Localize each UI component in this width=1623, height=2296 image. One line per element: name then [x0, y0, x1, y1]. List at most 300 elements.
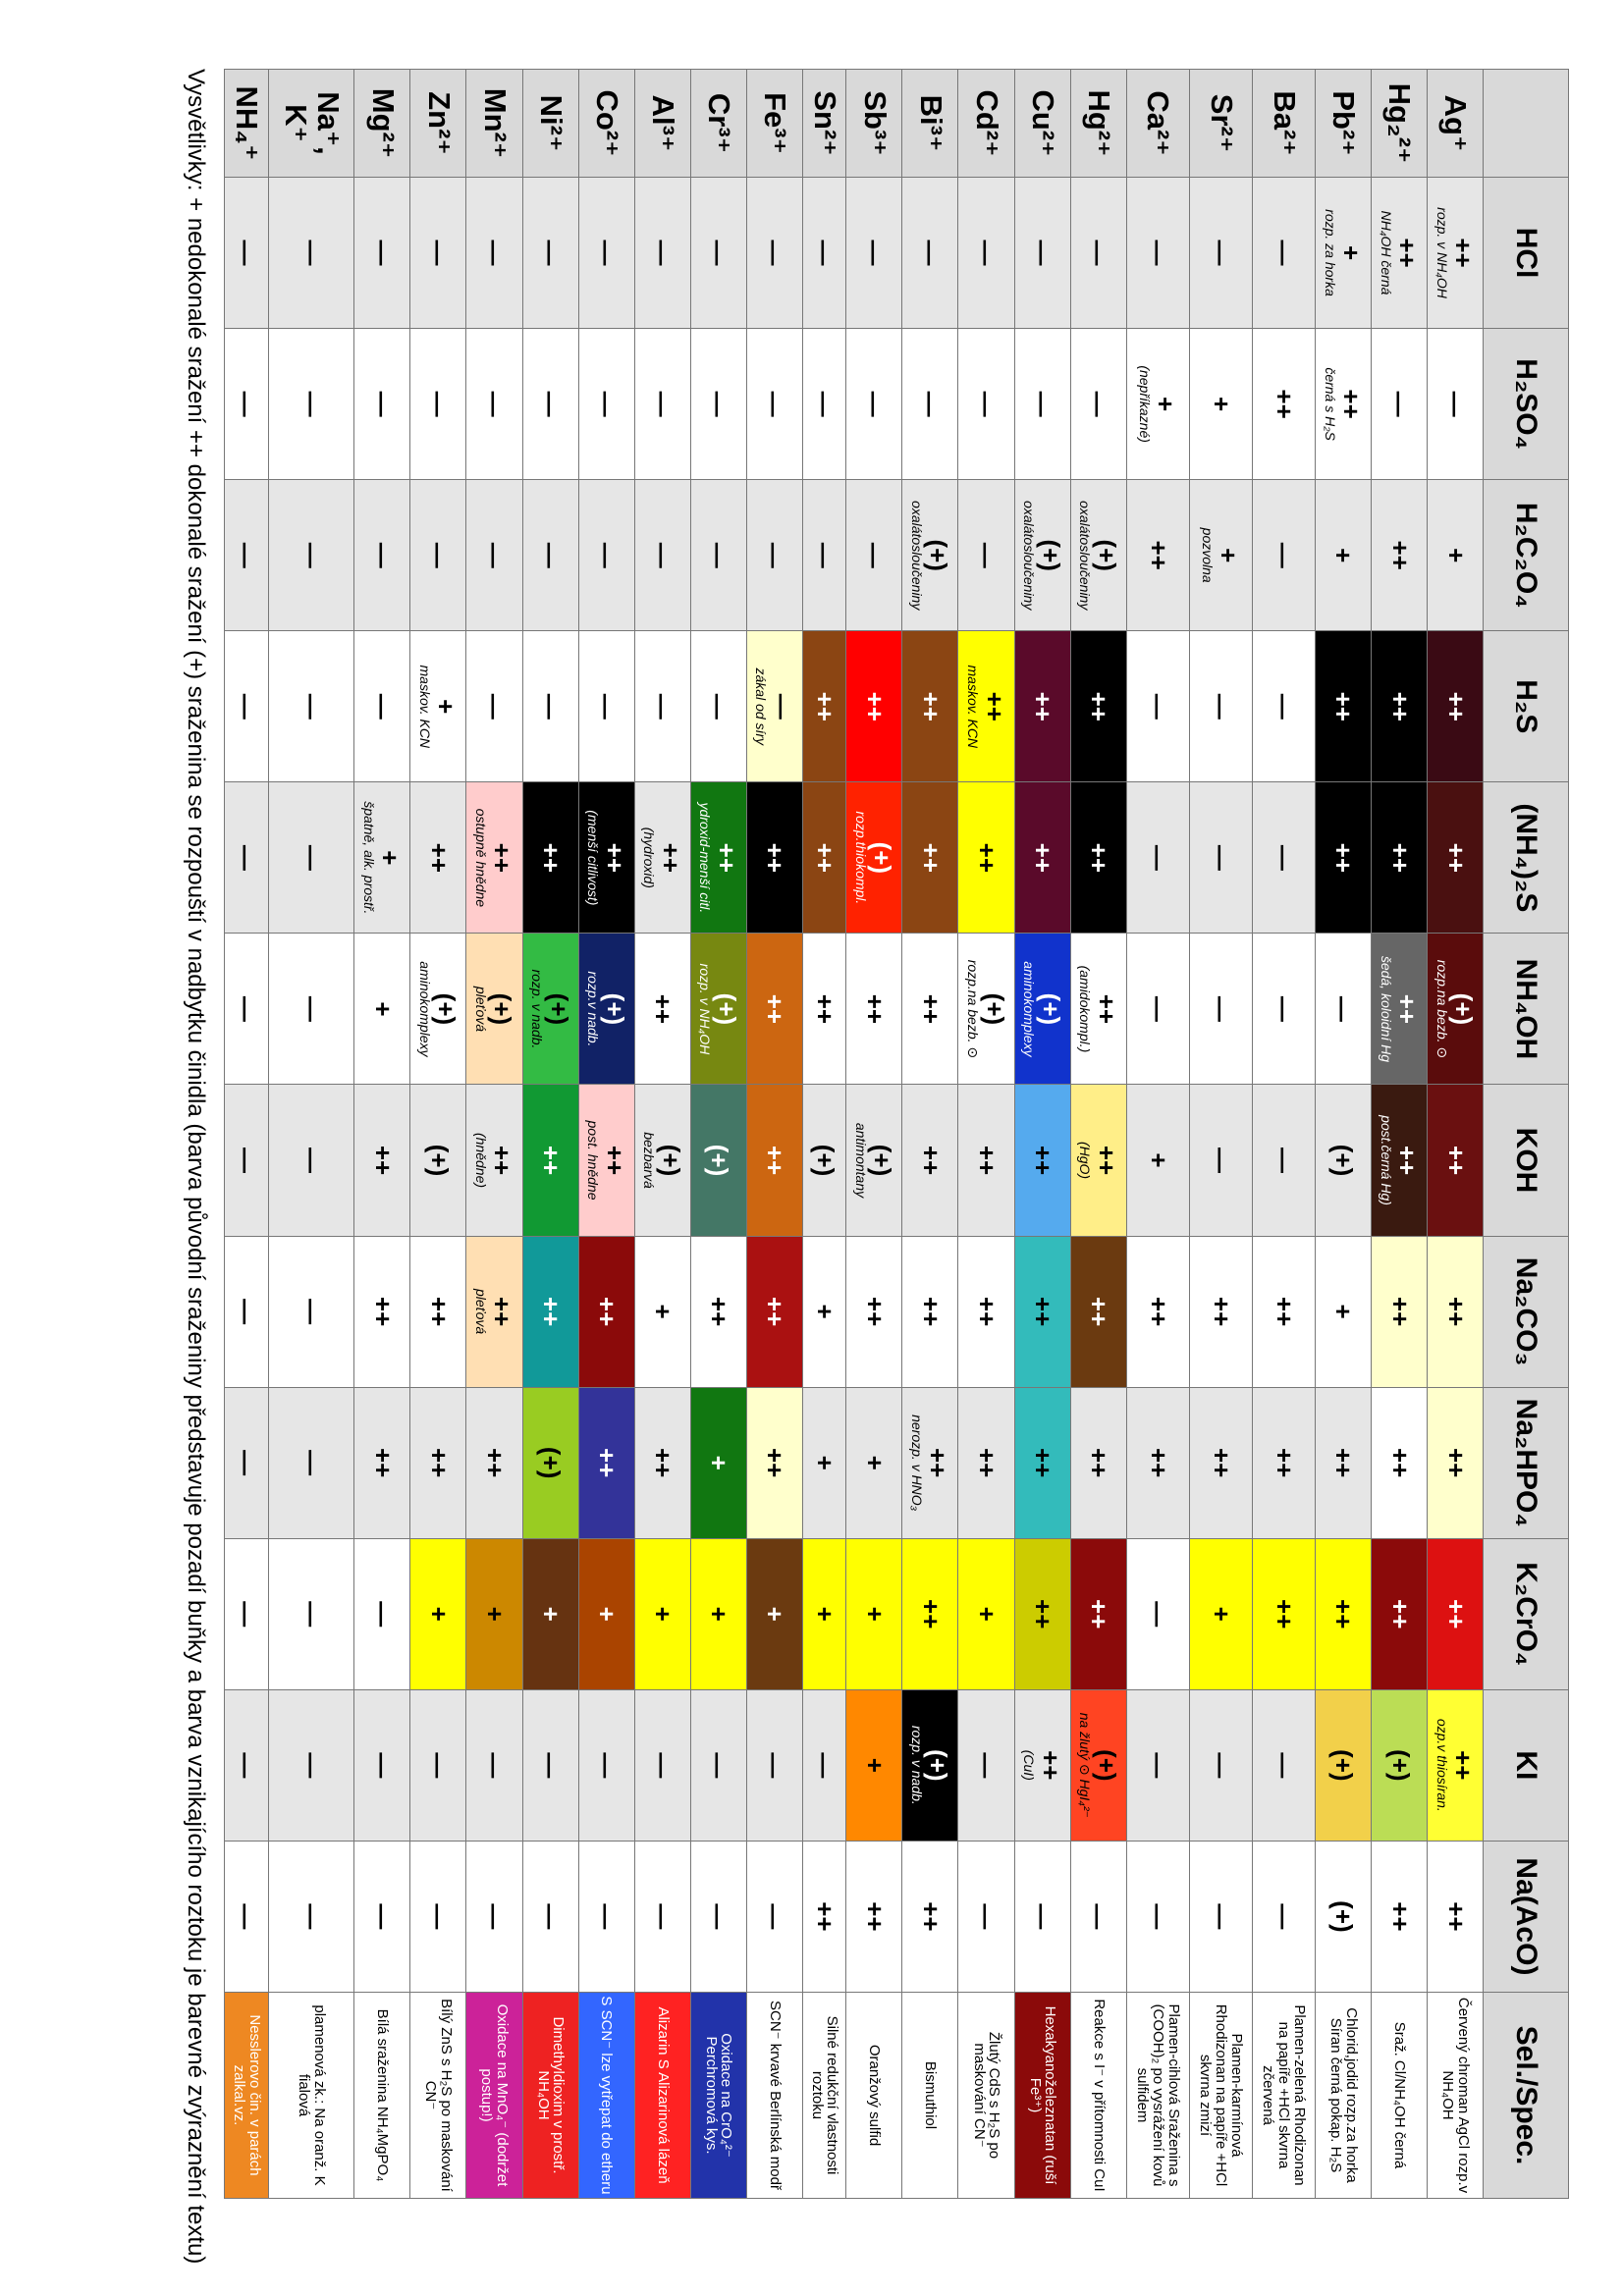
- reaction-cell: [1070, 1236, 1126, 1387]
- reaction-cell: [466, 329, 522, 480]
- reaction-symbol: —: [297, 1752, 327, 1779]
- reaction-symbol: ++: [487, 1145, 517, 1176]
- reaction-symbol: ++: [536, 1145, 567, 1176]
- reaction-symbol: —: [536, 1903, 567, 1930]
- reaction-symbol: —: [297, 844, 327, 871]
- reaction-symbol: —: [368, 693, 399, 720]
- reaction-cell: [1427, 1085, 1483, 1236]
- reaction-symbol: +: [704, 1455, 734, 1470]
- reaction-cell: [846, 1085, 902, 1236]
- reaction-cell: [1252, 1387, 1315, 1538]
- reaction-cell: [1252, 178, 1315, 329]
- reaction-cell: [902, 1841, 958, 1992]
- reaction-note: Oxidace na MnO₄⁻ (dodržet postup!): [478, 2003, 512, 2187]
- reaction-cell: [1070, 178, 1126, 329]
- ion-label: Sr²⁺: [1189, 70, 1252, 178]
- reaction-symbol: (+): [1384, 1749, 1415, 1782]
- reaction-symbol: ++: [972, 1447, 1002, 1478]
- reaction-cell: [1315, 480, 1371, 631]
- reaction-symbol: ++: [1091, 1145, 1121, 1176]
- reaction-note: aminokomplexy: [417, 961, 434, 1057]
- reaction-cell: [268, 178, 354, 329]
- reaction-cell: [1014, 329, 1070, 480]
- ion-row: [1189, 70, 1252, 2199]
- reaction-cell: [1189, 178, 1252, 329]
- reaction-symbol: —: [297, 995, 327, 1022]
- reaction-cell: [578, 1387, 634, 1538]
- reaction-symbol: (+): [655, 1144, 685, 1177]
- reaction-symbol: —: [1269, 542, 1299, 568]
- reaction-symbol: (+): [711, 992, 741, 1026]
- reaction-symbol: —: [592, 693, 622, 720]
- reaction-symbol: ++: [368, 1447, 399, 1478]
- reaction-symbol: +: [860, 1455, 891, 1470]
- ion-label: Co²⁺: [578, 70, 634, 178]
- reaction-symbol: —: [368, 391, 399, 417]
- reaction-symbol: —: [592, 1903, 622, 1930]
- reaction-symbol: ++: [1447, 1750, 1478, 1781]
- reaction-symbol: —: [704, 693, 734, 720]
- reaction-cell: [268, 1841, 354, 1992]
- reaction-symbol: —: [536, 240, 567, 266]
- reaction-note: pleťová: [473, 986, 490, 1033]
- reaction-cell: [578, 1236, 634, 1387]
- reaction-cell: [466, 480, 522, 631]
- reaction-note: nerozp. v HNO₃: [909, 1415, 926, 1512]
- reaction-note: rozp.na bezb. ⊙: [965, 959, 982, 1059]
- reaction-cell: [410, 1085, 466, 1236]
- reaction-cell: [690, 1236, 746, 1387]
- reaction-cell: [802, 1841, 846, 1992]
- reaction-symbol: ++: [972, 1145, 1002, 1176]
- reaction-symbol: ++: [1440, 691, 1471, 721]
- reaction-symbol: —: [1384, 391, 1415, 417]
- reaction-cell: [1252, 480, 1315, 631]
- reaction-cell: [578, 480, 634, 631]
- reaction-cell: [902, 631, 958, 782]
- reaction-symbol: ++: [860, 691, 891, 721]
- reaction-symbol: ++: [1206, 1296, 1236, 1327]
- reaction-cell: [1014, 782, 1070, 934]
- reaction-cell: [1189, 1085, 1252, 1236]
- reaction-symbol: —: [536, 693, 567, 720]
- reaction-symbol: ++: [1328, 1599, 1359, 1629]
- reaction-cell: [522, 1387, 578, 1538]
- reaction-cell: [746, 1689, 802, 1841]
- specific-reaction-cell: [354, 1993, 410, 2199]
- reaction-cell: [802, 178, 846, 329]
- reaction-cell: [410, 480, 466, 631]
- reaction-cell: [902, 480, 958, 631]
- reaction-symbol: —: [1269, 693, 1299, 720]
- reaction-cell: [1126, 480, 1189, 631]
- reaction-symbol: (+): [810, 1144, 840, 1177]
- reaction-cell: [410, 1387, 466, 1538]
- reagent-header: H₂S: [1484, 631, 1569, 782]
- reaction-symbol: —: [297, 693, 327, 720]
- reaction-symbol: (+): [1447, 992, 1478, 1026]
- reaction-cell: [802, 934, 846, 1085]
- reaction-cell: [1126, 934, 1189, 1085]
- reaction-symbol: +: [424, 1606, 455, 1622]
- ion-row: [802, 70, 846, 2199]
- reaction-cell: [902, 1689, 958, 1841]
- reaction-symbol: +: [1214, 548, 1244, 563]
- ion-row: [902, 70, 958, 2199]
- reagent-header: KOH: [1484, 1085, 1569, 1236]
- reaction-symbol: ++: [648, 1447, 678, 1478]
- reaction-note: rozp.na bezb. ⊙: [1434, 959, 1450, 1059]
- reaction-symbol: (+): [979, 992, 1009, 1026]
- reagent-header: K₂CrO₄: [1484, 1538, 1569, 1689]
- reaction-cell: [1014, 934, 1070, 1085]
- reaction-symbol: +: [480, 1606, 511, 1622]
- reaction-cell: [802, 782, 846, 934]
- reaction-symbol: —: [916, 240, 947, 266]
- reaction-cell: [634, 329, 690, 480]
- reaction-note: (HgO): [1077, 1141, 1094, 1180]
- ion-row: [958, 70, 1014, 2199]
- reaction-symbol: —: [536, 391, 567, 417]
- reaction-symbol: —: [704, 391, 734, 417]
- specific-reaction-cell: [410, 1993, 466, 2199]
- reagent-header: HCl: [1484, 178, 1569, 329]
- reaction-symbol: —: [1084, 240, 1114, 266]
- reaction-cell: [846, 329, 902, 480]
- reagent-header: (NH₄)₂S: [1484, 782, 1569, 934]
- reaction-cell: [1014, 1841, 1070, 1992]
- reaction-cell: [690, 1689, 746, 1841]
- reaction-cell: [958, 782, 1014, 934]
- reaction-note: SCN⁻ krvavé Berlínská modř: [766, 2001, 784, 2190]
- reaction-note: ostupně hnědne: [473, 808, 490, 908]
- specific-reaction-cell: [1315, 1993, 1371, 2199]
- reaction-symbol: —: [592, 542, 622, 568]
- reaction-cell: [1427, 178, 1483, 329]
- reaction-symbol: —: [1143, 693, 1173, 720]
- reaction-cell: [1252, 1689, 1315, 1841]
- reaction-cell: [958, 1538, 1014, 1689]
- reaction-cell: [1371, 178, 1427, 329]
- specific-reaction-cell: [958, 1993, 1014, 2199]
- ion-row: [225, 70, 269, 2199]
- reaction-symbol: ++: [760, 1447, 790, 1478]
- reaction-symbol: ++: [1384, 1599, 1415, 1629]
- reagent-header: H₂SO₄: [1484, 329, 1569, 480]
- reaction-symbol: —: [1206, 1752, 1236, 1779]
- ion-label: Sn²⁺: [802, 70, 846, 178]
- reaction-cell: [268, 1236, 354, 1387]
- reaction-cell: [225, 1085, 269, 1236]
- reaction-cell: [1252, 782, 1315, 934]
- ion-row: [1371, 70, 1427, 2199]
- reaction-symbol: ++: [1084, 1447, 1114, 1478]
- reaction-cell: [268, 934, 354, 1085]
- reaction-cell: [225, 782, 269, 934]
- reagent-header: NH₄OH: [1484, 934, 1569, 1085]
- reaction-cell: [410, 1236, 466, 1387]
- reaction-symbol: —: [480, 542, 511, 568]
- reaction-cell: [354, 934, 410, 1085]
- reaction-cell: [902, 1236, 958, 1387]
- reaction-symbol: (+): [1328, 1749, 1359, 1782]
- reaction-cell: [1014, 1236, 1070, 1387]
- reaction-symbol: ++: [760, 993, 790, 1025]
- ion-label: Mg²⁺: [354, 70, 410, 178]
- reaction-symbol: ++: [1143, 1447, 1173, 1478]
- reaction-cell: [1189, 1387, 1252, 1538]
- reaction-symbol: ++: [1084, 1296, 1114, 1327]
- reaction-cell: [268, 329, 354, 480]
- reaction-cell: [522, 1689, 578, 1841]
- reaction-symbol: —: [860, 391, 891, 417]
- reaction-cell: [522, 1085, 578, 1236]
- reaction-cell: [354, 1841, 410, 1992]
- reaction-cell: [268, 631, 354, 782]
- reaction-cell: [1070, 1085, 1126, 1236]
- reaction-cell: [634, 1841, 690, 1992]
- reaction-symbol: ++: [1084, 842, 1114, 874]
- reaction-symbol: —: [1084, 391, 1114, 417]
- reaction-symbol: —: [297, 391, 327, 417]
- ion-label: Al³⁺: [634, 70, 690, 178]
- reaction-symbol: +: [1328, 548, 1359, 563]
- reaction-symbol: —: [1143, 1752, 1173, 1779]
- reaction-symbol: (+): [424, 1144, 455, 1177]
- reaction-symbol: —: [1028, 240, 1058, 266]
- reaction-cell: [1371, 631, 1427, 782]
- reaction-cell: [902, 329, 958, 480]
- reaction-symbol: —: [232, 1299, 262, 1325]
- reaction-symbol: —: [232, 240, 262, 266]
- reaction-symbol: —: [648, 240, 678, 266]
- ion-row: [634, 70, 690, 2199]
- reaction-symbol: ++: [704, 1296, 734, 1327]
- reaction-cell: [410, 782, 466, 934]
- reaction-symbol: ++: [760, 1145, 790, 1176]
- reaction-symbol: —: [810, 240, 840, 266]
- reaction-cell: [1014, 480, 1070, 631]
- reaction-symbol: ++: [1084, 691, 1114, 721]
- reaction-symbol: —: [1206, 1148, 1236, 1173]
- reaction-note: ydroxid-menší citl.: [697, 802, 714, 914]
- reaction-cell: [225, 1841, 269, 1992]
- reaction-cell: [354, 1387, 410, 1538]
- reaction-cell: [746, 1538, 802, 1689]
- reaction-symbol: ++: [810, 993, 840, 1025]
- reaction-cell: [846, 1689, 902, 1841]
- ion-row: [1014, 70, 1070, 2199]
- reaction-cell: [802, 1085, 846, 1236]
- reaction-symbol: —: [297, 1299, 327, 1325]
- reaction-cell: [902, 1085, 958, 1236]
- reaction-note: oxalátosloučeniny: [909, 501, 926, 611]
- reaction-cell: [802, 1387, 846, 1538]
- reaction-note: Sraž. Cl/NH₄OH černá: [1390, 2021, 1408, 2169]
- reaction-cell: [354, 329, 410, 480]
- reaction-cell: [958, 1387, 1014, 1538]
- reaction-symbol: —: [232, 542, 262, 568]
- reaction-symbol: ++: [923, 1447, 953, 1478]
- reaction-symbol: —: [297, 1450, 327, 1476]
- reaction-note: oxalátosloučeniny: [1021, 501, 1038, 611]
- reaction-symbol: —: [592, 1752, 622, 1779]
- reaction-cell: [410, 329, 466, 480]
- reaction-note: Bismuthiol: [922, 2060, 940, 2130]
- reaction-cell: [225, 934, 269, 1085]
- reaction-symbol: ++: [655, 842, 685, 874]
- reaction-cell: [522, 1841, 578, 1992]
- reaction-cell: [466, 1689, 522, 1841]
- reaction-cell: [410, 178, 466, 329]
- reaction-note: (amidokompl.): [1077, 965, 1094, 1053]
- reaction-cell: [1252, 329, 1315, 480]
- reaction-note: Bílý ZnS s H₂S po maskování CN⁻: [422, 1999, 456, 2192]
- reaction-symbol: (+): [543, 992, 573, 1026]
- reaction-note: rozp. v NH₄OH: [697, 963, 714, 1055]
- reaction-cell: [634, 1387, 690, 1538]
- reaction-symbol: —: [1206, 844, 1236, 871]
- reaction-symbol: —: [297, 1601, 327, 1628]
- ion-label: Ba²⁺: [1252, 70, 1315, 178]
- reaction-cell: [846, 1538, 902, 1689]
- reaction-symbol: ++: [1269, 1296, 1299, 1327]
- reaction-symbol: —: [1328, 995, 1359, 1022]
- reaction-symbol: +: [648, 1304, 678, 1319]
- reaction-symbol: +: [860, 1606, 891, 1622]
- reaction-cell: [225, 1538, 269, 1689]
- reaction-cell: [466, 1236, 522, 1387]
- reaction-note: maskov. KCN: [965, 665, 982, 749]
- reaction-note: ozp.v thiosíran.: [1434, 1718, 1450, 1812]
- reaction-symbol: —: [704, 240, 734, 266]
- ion-row: [746, 70, 802, 2199]
- reaction-cell: [958, 631, 1014, 782]
- reaction-cell: [1126, 1538, 1189, 1689]
- reaction-symbol: —: [232, 1450, 262, 1476]
- reaction-symbol: —: [648, 1752, 678, 1779]
- reaction-cell: [1126, 178, 1189, 329]
- reaction-note: Hexakyanoželeznatan (ruší Fe³⁺): [1026, 2005, 1059, 2185]
- ion-row: [410, 70, 466, 2199]
- reaction-symbol: —: [704, 1752, 734, 1779]
- reaction-symbol: —: [972, 391, 1002, 417]
- ion-row: [846, 70, 902, 2199]
- reaction-symbol: ++: [760, 842, 790, 874]
- reaction-symbol: —: [1028, 1903, 1058, 1930]
- ion-label: Ni²⁺: [522, 70, 578, 178]
- reaction-symbol: ++: [1269, 1447, 1299, 1478]
- reaction-symbol: +: [704, 1606, 734, 1622]
- reaction-note: aminokomplexy: [1021, 961, 1038, 1057]
- reaction-symbol: —: [1143, 1903, 1173, 1930]
- reaction-note: černá s H₂S: [1322, 367, 1338, 441]
- reaction-symbol: —: [972, 1752, 1002, 1779]
- reaction-cell: [1126, 329, 1189, 480]
- reaction-table: [224, 69, 1569, 2199]
- reaction-cell: [466, 1538, 522, 1689]
- reaction-symbol: —: [648, 693, 678, 720]
- specific-reaction-cell: [1126, 1993, 1189, 2199]
- reaction-symbol: +: [1143, 1152, 1173, 1168]
- reaction-cell: [1315, 178, 1371, 329]
- reaction-cell: [466, 1841, 522, 1992]
- reaction-cell: [1070, 1841, 1126, 1992]
- reaction-symbol: ++: [487, 1296, 517, 1327]
- reaction-symbol: —: [1143, 844, 1173, 871]
- reaction-cell: [578, 782, 634, 934]
- reaction-cell: [1070, 782, 1126, 934]
- ion-label: Bi³⁺: [902, 70, 958, 178]
- ion-row: [690, 70, 746, 2199]
- reaction-note: Žlutý CdS s H₂S po maskování CN⁻: [970, 2031, 1003, 2160]
- reaction-symbol: —: [704, 542, 734, 568]
- reaction-symbol: +: [375, 850, 406, 866]
- reaction-symbol: (+): [867, 841, 897, 875]
- specific-reaction-cell: [578, 1993, 634, 2199]
- reaction-symbol: ++: [1440, 842, 1471, 874]
- reaction-symbol: —: [810, 542, 840, 568]
- reaction-cell: [1126, 1841, 1189, 1992]
- reaction-cell: [690, 1841, 746, 1992]
- reaction-symbol: —: [297, 1148, 327, 1173]
- reaction-cell: [466, 934, 522, 1085]
- reaction-cell: [1252, 1841, 1315, 1992]
- ion-label: Cu²⁺: [1014, 70, 1070, 178]
- reaction-cell: [958, 1085, 1014, 1236]
- reaction-cell: [1315, 1236, 1371, 1387]
- reaction-symbol: ++: [1440, 1296, 1471, 1327]
- reaction-symbol: —: [1206, 1903, 1236, 1930]
- reaction-cell: [1427, 782, 1483, 934]
- reaction-cell: [578, 1538, 634, 1689]
- corner-header: [1484, 70, 1569, 178]
- reaction-symbol: —: [1028, 391, 1058, 417]
- reaction-symbol: ++: [480, 1447, 511, 1478]
- specific-reaction-cell: [1189, 1993, 1252, 2199]
- reaction-symbol: —: [232, 844, 262, 871]
- reaction-cell: [578, 329, 634, 480]
- reaction-symbol: ++: [1440, 1145, 1471, 1176]
- reaction-cell: [802, 329, 846, 480]
- reagent-header: KI: [1484, 1689, 1569, 1841]
- reaction-cell: [1315, 782, 1371, 934]
- reaction-cell: [354, 178, 410, 329]
- reaction-symbol: +: [368, 1001, 399, 1017]
- reaction-cell: [634, 1236, 690, 1387]
- reaction-cell: [1070, 1387, 1126, 1538]
- reaction-symbol: —: [760, 391, 790, 417]
- ion-rows: [225, 70, 1484, 2199]
- reaction-cell: [410, 934, 466, 1085]
- reaction-symbol: ++: [1384, 1447, 1415, 1478]
- reaction-symbol: ++: [972, 842, 1002, 874]
- reaction-note: Bílá sraženina NH₄MgPO₄: [374, 2008, 392, 2182]
- reaction-symbol: —: [232, 995, 262, 1022]
- reaction-cell: [1371, 1387, 1427, 1538]
- reagent-header: Na₂HPO₄: [1484, 1387, 1569, 1538]
- reaction-note: na žlutý ⊙ HgI₄²⁻: [1077, 1712, 1094, 1818]
- reaction-cell: [522, 1236, 578, 1387]
- reaction-note: post. hnědne: [585, 1120, 602, 1201]
- reagent-header: Na₂CO₃: [1484, 1236, 1569, 1387]
- reaction-symbol: +: [1335, 244, 1366, 261]
- reaction-symbol: —: [480, 391, 511, 417]
- reaction-cell: [1189, 631, 1252, 782]
- reaction-symbol: —: [368, 1903, 399, 1930]
- reaction-cell: [746, 782, 802, 934]
- reaction-cell: [1189, 1538, 1252, 1689]
